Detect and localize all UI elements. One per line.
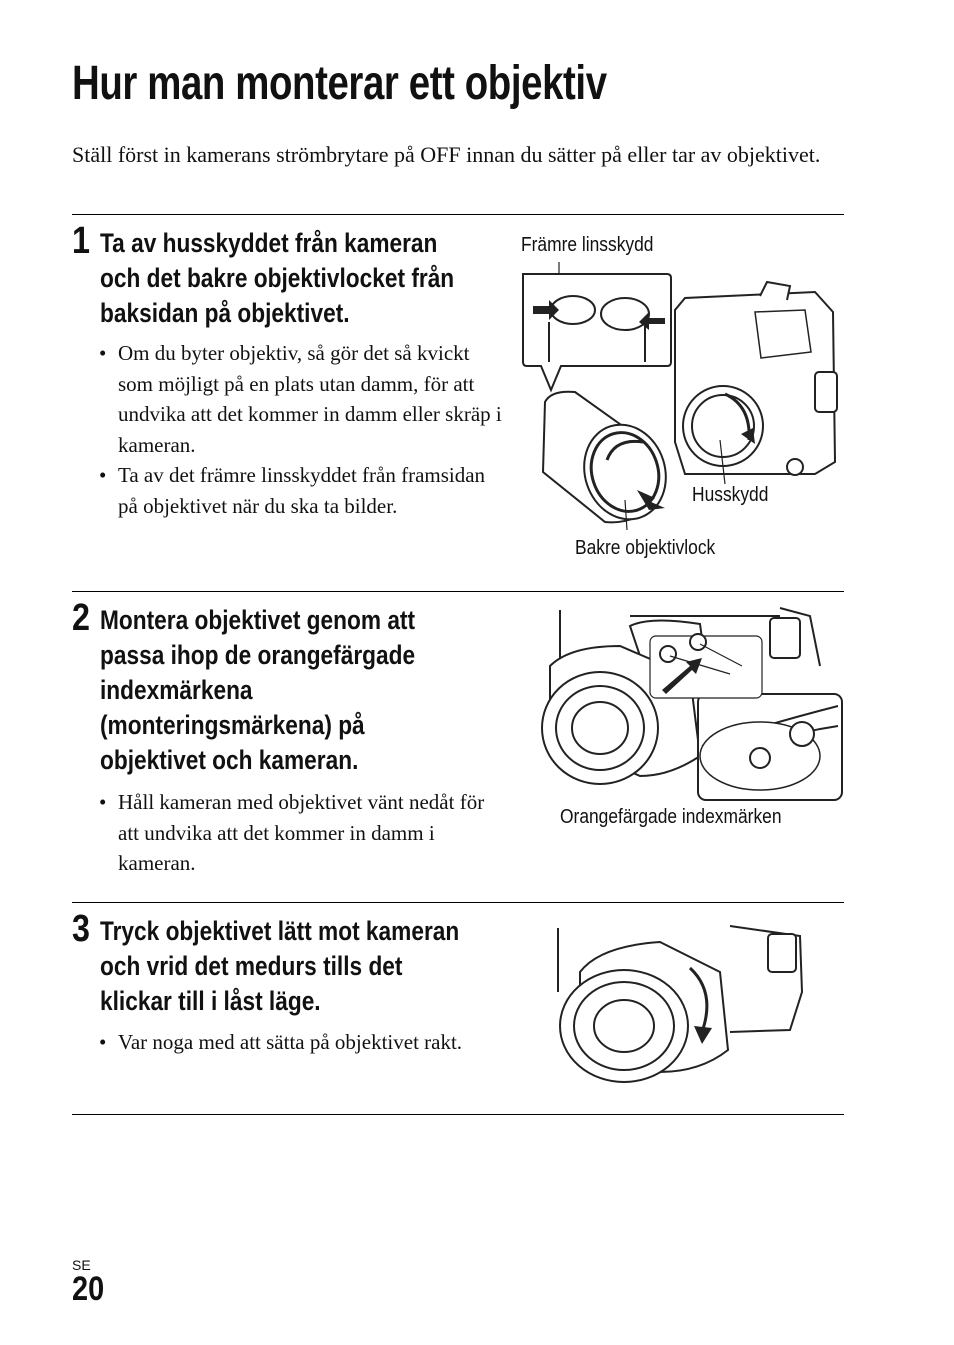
heading-line: och vrid det medurs tills det — [100, 951, 403, 981]
bullet-item: • Var noga med att sätta på objektivet rakt. — [72, 1027, 502, 1058]
step-3-illustration — [550, 922, 810, 1084]
heading-line: Montera objektivet genom att — [100, 605, 416, 635]
caption-body-cap: Husskydd — [692, 484, 769, 506]
bullet-item: • Om du byter objektiv, så gör det så kvickt som möjligt på en plats utan damm, för att undvika att det kommer in damm eller skräp i kameran. — [72, 338, 502, 460]
intro-text: Ställ först in kamerans strömbrytare på OFF innan du sätter på eller tar av objektivet. — [72, 142, 821, 167]
caption-front-cap: Främre linsskydd — [521, 234, 654, 256]
bullet-item: • Ta av det främre linsskyddet från framsidan på objektivet när du ska ta bilder. — [72, 460, 502, 521]
heading-line: passa ihop de orangefärgade — [100, 640, 416, 670]
step-3-bullets — [72, 1027, 502, 1058]
caption-rear-cap: Bakre objektivlock — [575, 537, 716, 559]
page-number: 20 — [72, 1270, 105, 1308]
caption-index-marks: Orangefärgade indexmärken — [560, 806, 782, 828]
heading-line: objektivet och kameran. — [100, 745, 359, 775]
step-1-heading — [100, 226, 454, 331]
step-1-bullets — [72, 338, 502, 521]
page-title: Hur man monterar ett objektiv — [72, 57, 607, 110]
divider — [72, 902, 844, 903]
heading-line: klickar till i låst läge. — [100, 986, 321, 1016]
heading-line: och det bakre objektivlocket från — [100, 263, 455, 293]
bullet-item: • Håll kameran med objektivet vänt nedåt för att undvika att det kommer in damm i kameran. — [72, 787, 502, 879]
divider — [72, 214, 844, 215]
step-2-bullets — [72, 787, 502, 879]
step-1-illustration — [515, 262, 845, 552]
step-2-heading — [100, 603, 415, 778]
step-3-number: 3 — [72, 908, 90, 950]
step-3-heading — [100, 914, 459, 1019]
heading-line: baksidan på objektivet. — [100, 298, 350, 328]
heading-line: Tryck objektivet lätt mot kameran — [100, 916, 460, 946]
step-2-illustration — [530, 606, 845, 802]
divider — [72, 591, 844, 592]
step-1-number: 1 — [72, 220, 90, 262]
heading-line: indexmärkena — [100, 675, 253, 705]
step-2-number: 2 — [72, 597, 90, 639]
divider — [72, 1114, 844, 1115]
heading-line: (monteringsmärkena) på — [100, 710, 365, 740]
language-code: SE — [72, 1257, 91, 1273]
heading-line: Ta av husskyddet från kameran — [100, 228, 438, 258]
